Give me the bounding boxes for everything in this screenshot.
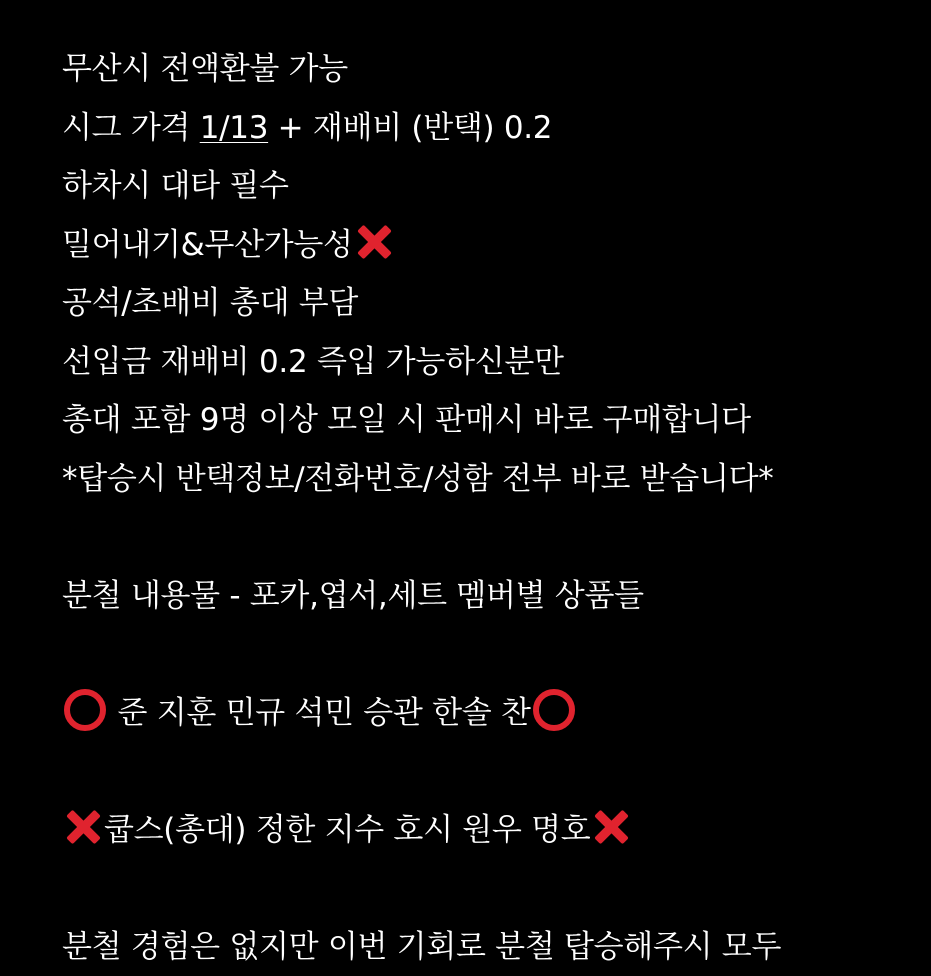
pushout-line (62, 216, 922, 275)
vacancy-line: 공석/초배비 총대 부담 (62, 274, 922, 333)
taken-members-line (62, 801, 922, 860)
closing-line: 분철 경험은 없지만 이번 기회로 분철 탑승해주시 모두 (62, 918, 922, 976)
spacer (62, 508, 922, 567)
available-members-text: 준 지훈 민규 석민 승관 한솔 찬 (108, 695, 531, 731)
boarding-info-line: *탑승시 반택정보/전화번호/성함 전부 바로 받습니다* (62, 450, 922, 509)
available-members-line (62, 684, 922, 743)
cross-mark-icon (590, 806, 632, 848)
hollow-red-circle-icon (533, 689, 575, 731)
cross-mark-icon (62, 806, 104, 848)
price-label: 시그 가격 (62, 110, 200, 146)
spacer (62, 859, 922, 918)
price-line (62, 99, 922, 158)
contents-line: 분철 내용물 - 포카,엽서,세트 멤버별 상품들 (62, 567, 922, 626)
cross-mark-icon (353, 221, 395, 263)
prepay-line: 선입금 재배비 0.2 즉입 가능하신분만 (62, 333, 922, 392)
price-fraction: 1/13 (200, 110, 268, 146)
dropout-line: 하차시 대타 필수 (62, 157, 922, 216)
note-text (62, 40, 922, 976)
spacer (62, 625, 922, 684)
purchase-line: 총대 포함 9명 이상 모일 시 판매시 바로 구매합니다 (62, 391, 922, 450)
refund-line: 무산시 전액환불 가능 (62, 40, 922, 99)
spacer (62, 742, 922, 801)
shipping-fee: + 재배비 (반택) 0.2 (268, 110, 552, 146)
hollow-red-circle-icon (64, 689, 106, 731)
pushout-text: 밀어내기&무산가능성 (62, 227, 353, 263)
taken-members-text: 쿱스(총대) 정한 지수 호시 원우 명호 (104, 812, 590, 848)
